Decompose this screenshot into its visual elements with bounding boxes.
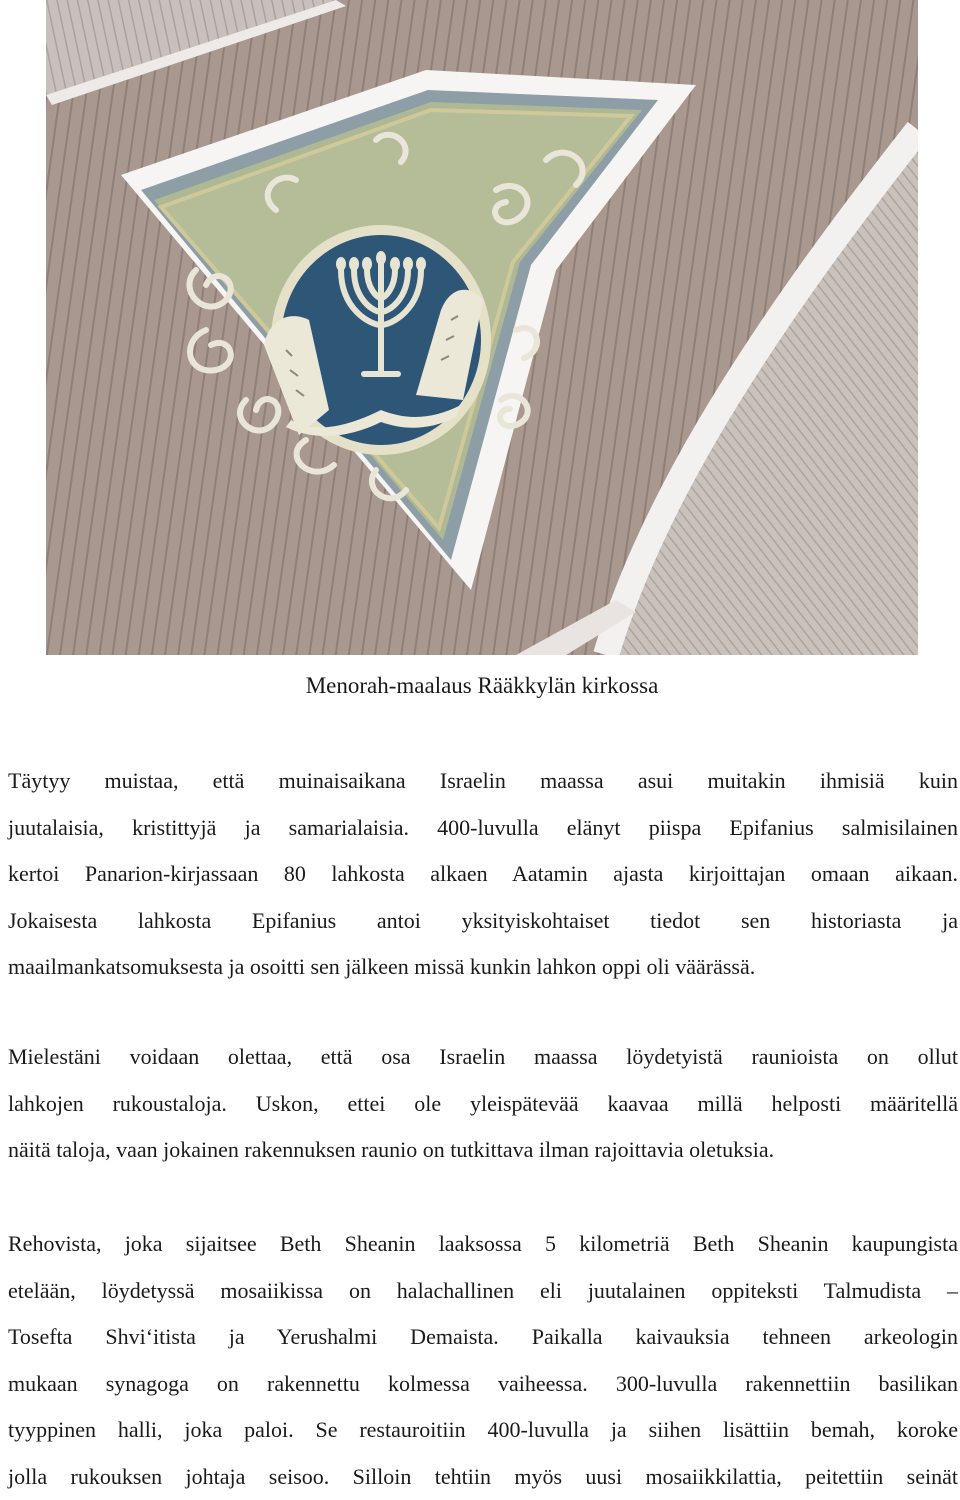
paragraph-2 bbox=[8, 1034, 958, 1174]
church-menorah-photo bbox=[46, 0, 918, 655]
paragraph-line: jolla rukouksen johtaja seisoo. Silloin tehtiin myös uusi mosaiikkilattia, peitettiin seinät bbox=[8, 1454, 958, 1500]
paragraph-line: mukaan synagoga on rakennettu kolmessa vaiheessa. 300-luvulla rakennettiin basilikan bbox=[8, 1361, 958, 1408]
paragraph-line: Mielestäni voidaan olettaa, että osa Israelin maassa löydetyistä raunioista on ollut bbox=[8, 1034, 958, 1081]
paragraph-line: kertoi Panarion-kirjassaan 80 lahkosta alkaen Aatamin ajasta kirjoittajan omaan aikaan. bbox=[8, 851, 958, 898]
figure-caption: Menorah-maalaus Rääkkylän kirkossa bbox=[0, 670, 960, 702]
paragraph-line: lahkojen rukoustaloja. Uskon, ettei ole yleispätevää kaavaa millä helposti määritellä bbox=[8, 1081, 958, 1128]
paragraph-line: Jokaisesta lahkosta Epifanius antoi yksityiskohtaiset tiedot sen historiasta ja bbox=[8, 898, 958, 945]
paragraph-line: Tosefta Shvi‘itista ja Yerushalmi Demaista. Paikalla kaivauksia tehneen arkeologin bbox=[8, 1314, 958, 1361]
paragraph-line: näitä taloja, vaan jokainen rakennuksen raunio on tutkittava ilman rajoittavia oletuksia. bbox=[8, 1127, 958, 1174]
paragraph-line: juutalaisia, kristittyjä ja samarialaisia. 400-luvulla elänyt piispa Epifanius salmisilainen bbox=[8, 805, 958, 852]
paragraph-line: maailmankatsomuksesta ja osoitti sen jälkeen missä kunkin lahkon oppi oli väärässä. bbox=[8, 944, 958, 991]
paragraph-line: Rehovista, joka sijaitsee Beth Sheanin laaksossa 5 kilometriä Beth Sheanin kaupungista bbox=[8, 1221, 958, 1268]
paragraph-3 bbox=[8, 1221, 958, 1500]
paragraph-line: etelään, löydetyssä mosaiikissa on halachallinen eli juutalainen oppiteksti Talmudista – bbox=[8, 1268, 958, 1315]
paragraph-1 bbox=[8, 758, 958, 991]
paragraph-line: tyyppinen halli, joka paloi. Se restauroitiin 400-luvulla ja siihen lisättiin bemah, koroke bbox=[8, 1407, 958, 1454]
paragraph-line: Täytyy muistaa, että muinaisaikana Israelin maassa asui muitakin ihmisiä kuin bbox=[8, 758, 958, 805]
